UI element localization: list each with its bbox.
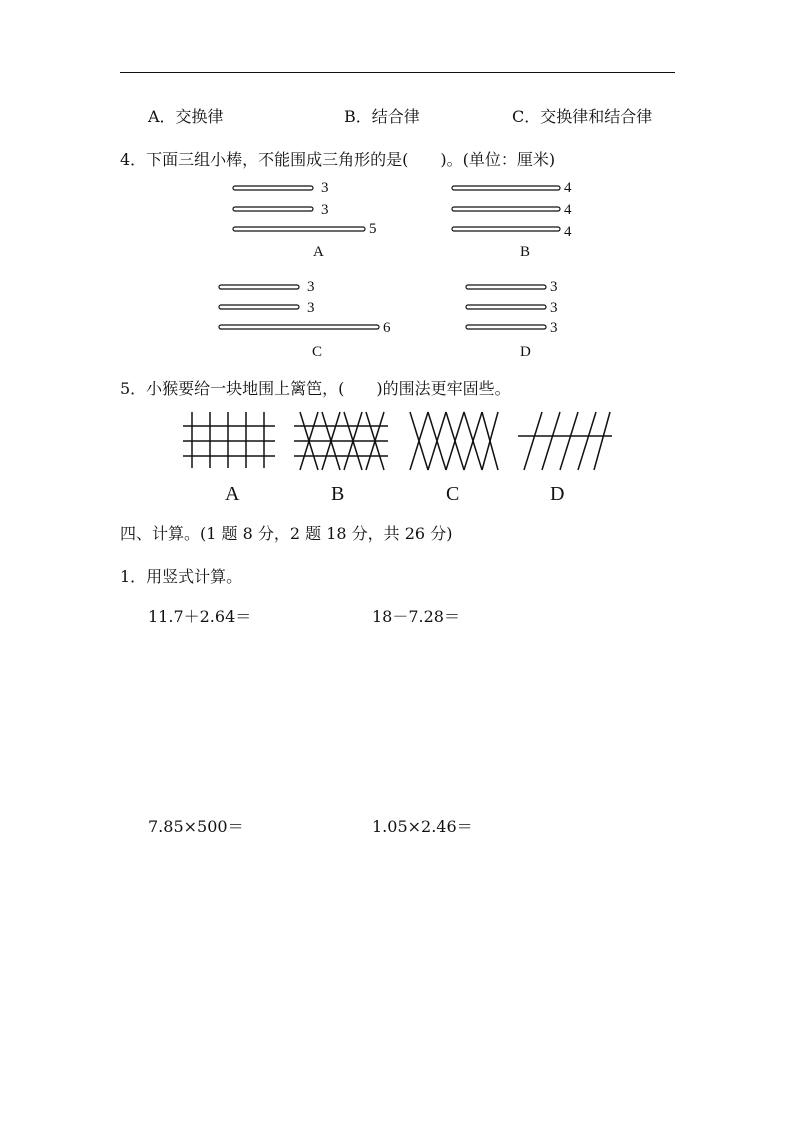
expression: 1.05×2.46＝ — [372, 817, 473, 836]
stick — [452, 186, 560, 190]
stick-group-c — [219, 285, 379, 329]
fence-b — [294, 412, 388, 470]
stick — [233, 227, 365, 231]
fence-label-c: C — [446, 483, 460, 505]
stick-length-label: 4 — [564, 202, 572, 218]
stick — [466, 285, 546, 289]
group-label-d: D — [520, 344, 531, 360]
stick-group-a — [233, 186, 365, 231]
fence-label-a: A — [225, 483, 240, 505]
option-c: C．交换律和结合律 — [512, 107, 653, 126]
option-b: B．结合律 — [344, 107, 420, 126]
stick-length-label: 5 — [369, 221, 377, 237]
stick — [466, 325, 546, 329]
stick-length-label: 6 — [383, 320, 391, 336]
stick-length-label: 3 — [321, 180, 329, 196]
stick — [219, 285, 299, 289]
stick-length-label: 3 — [307, 279, 315, 295]
group-label-c: C — [312, 344, 323, 360]
section-title: 四、计算。(1 题 8 分，2 题 18 分，共 26 分) — [120, 524, 453, 543]
stick-length-label: 3 — [321, 202, 329, 218]
stick-length-label: 3 — [550, 279, 558, 295]
stick-group-b — [452, 186, 560, 231]
fence-d — [518, 412, 612, 470]
stick — [219, 325, 379, 329]
stick-length-label: 3 — [550, 300, 558, 316]
fence-label-b: B — [331, 483, 345, 505]
stick-length-label: 3 — [550, 320, 558, 336]
stick — [219, 305, 299, 309]
question-1: 1．用竖式计算。 — [120, 567, 243, 586]
expression: 11.7＋2.64＝ — [148, 607, 252, 626]
stick — [452, 207, 560, 211]
stick — [233, 207, 313, 211]
group-label-b: B — [520, 244, 531, 260]
stick — [452, 227, 560, 231]
option-a: A．交换律 — [148, 107, 224, 126]
stick-group-d — [466, 285, 546, 329]
q5-stem: 5．小猴要给一块地围上篱笆，( )的围法更牢固些。 — [120, 379, 511, 398]
group-label-a: A — [313, 244, 324, 260]
q4-stem: 4．下面三组小棒，不能围成三角形的是( )。(单位：厘米) — [120, 150, 556, 169]
stick-length-label: 4 — [564, 180, 572, 196]
expression: 18－7.28＝ — [372, 607, 460, 626]
stick — [466, 305, 546, 309]
stick-length-label: 4 — [564, 224, 572, 240]
fence-a — [183, 412, 275, 468]
expression: 7.85×500＝ — [148, 817, 244, 836]
fence-label-d: D — [550, 483, 565, 505]
fence-c — [410, 412, 498, 470]
stick — [233, 186, 313, 190]
stick-length-label: 3 — [307, 300, 315, 316]
